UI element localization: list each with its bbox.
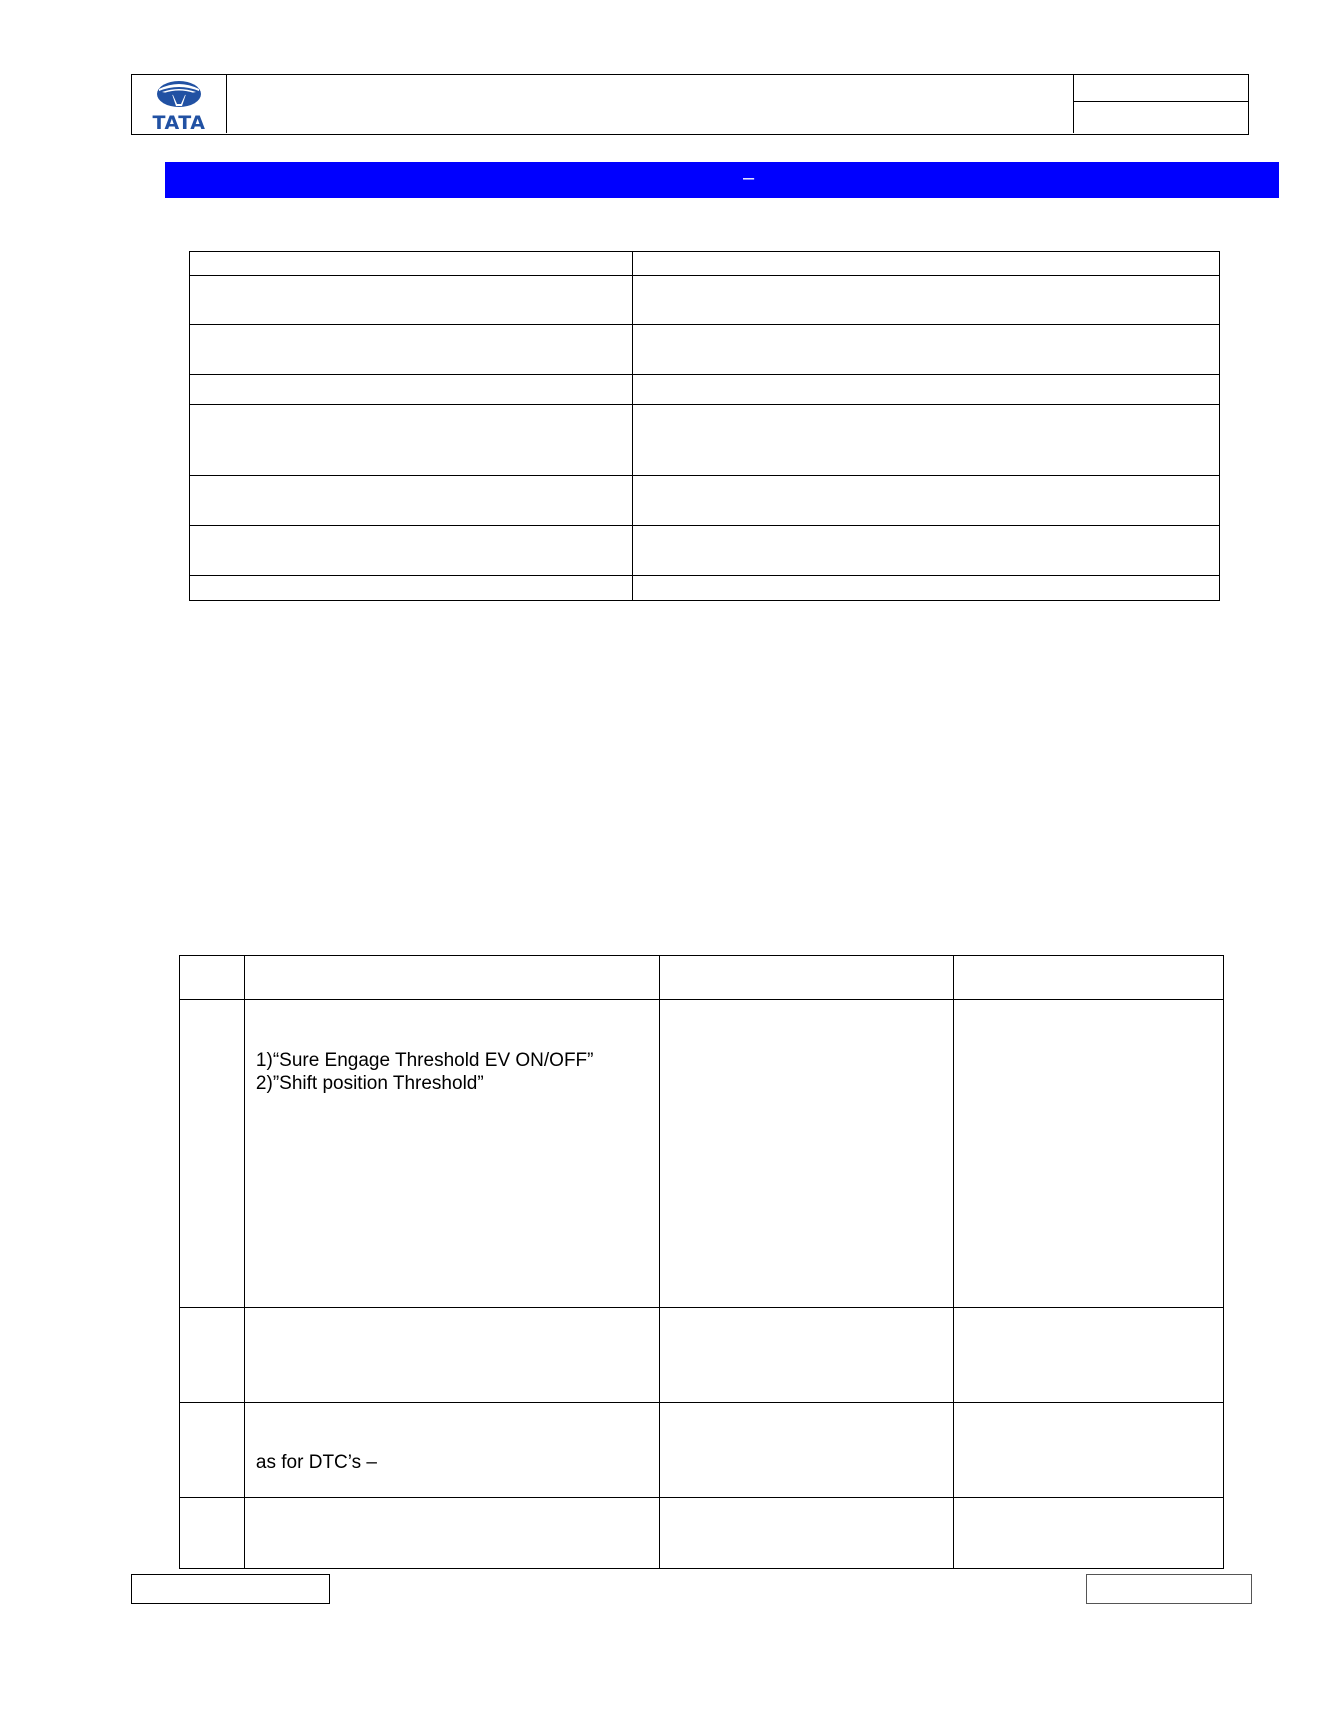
table-row [190,526,1220,576]
table-header-row [180,956,1224,1000]
table-row [180,1000,1224,1308]
table-cell [632,325,1219,375]
table-cell [632,476,1219,526]
table-cell [190,476,633,526]
logo-wordmark: TATA [152,112,206,133]
threshold-line-1: 1)“Sure Engage Threshold EV ON/OFF” [255,1050,594,1071]
table-cell [632,375,1219,405]
table-row [190,252,1220,276]
table-row [190,325,1220,375]
table-cell [244,956,659,1000]
table-cell [190,405,633,476]
section-banner [165,162,1279,198]
table-cell [190,276,633,325]
table-cell [632,252,1219,276]
banner-dash: – [743,167,755,189]
table-cell [244,1000,659,1308]
table-cell [954,1308,1224,1403]
table-row [190,405,1220,476]
tata-logo-icon [132,75,227,133]
table-cell [190,526,633,576]
logo-cell [132,75,227,133]
table-cell [190,325,633,375]
info-table [189,251,1220,601]
table-cell [244,1498,659,1569]
table-cell [659,956,954,1000]
header-meta-cell [1073,75,1248,133]
table-cell [180,1498,245,1569]
table-row [190,476,1220,526]
table-cell [180,956,245,1000]
table-cell [659,1498,954,1569]
dtc-text: as for DTC’s – [255,1452,377,1473]
header-meta-divider [1074,101,1248,102]
table-cell [632,526,1219,576]
threshold-line-2: 2)”Shift position Threshold” [255,1073,484,1094]
table-row [180,1498,1224,1569]
footer-right-box [1086,1574,1252,1604]
document-header [131,74,1249,135]
table-cell [190,375,633,405]
table-cell [180,1403,245,1498]
table-row [190,375,1220,405]
table-cell [632,276,1219,325]
table-cell [244,1308,659,1403]
table-cell [954,1498,1224,1569]
footer-left-box [131,1574,330,1604]
table-cell [659,1000,954,1308]
table-cell [190,576,633,601]
table-cell [954,1000,1224,1308]
table-row [180,1403,1224,1498]
table-row [190,576,1220,601]
change-table [179,955,1224,1569]
table-cell [659,1308,954,1403]
table-cell [632,405,1219,476]
table-cell [180,1308,245,1403]
table-cell [954,956,1224,1000]
table-cell [954,1403,1224,1498]
table-cell [659,1403,954,1498]
table-cell [632,576,1219,601]
table-row [190,276,1220,325]
table-cell [244,1403,659,1498]
table-row [180,1308,1224,1403]
table-cell [190,252,633,276]
table-cell [180,1000,245,1308]
